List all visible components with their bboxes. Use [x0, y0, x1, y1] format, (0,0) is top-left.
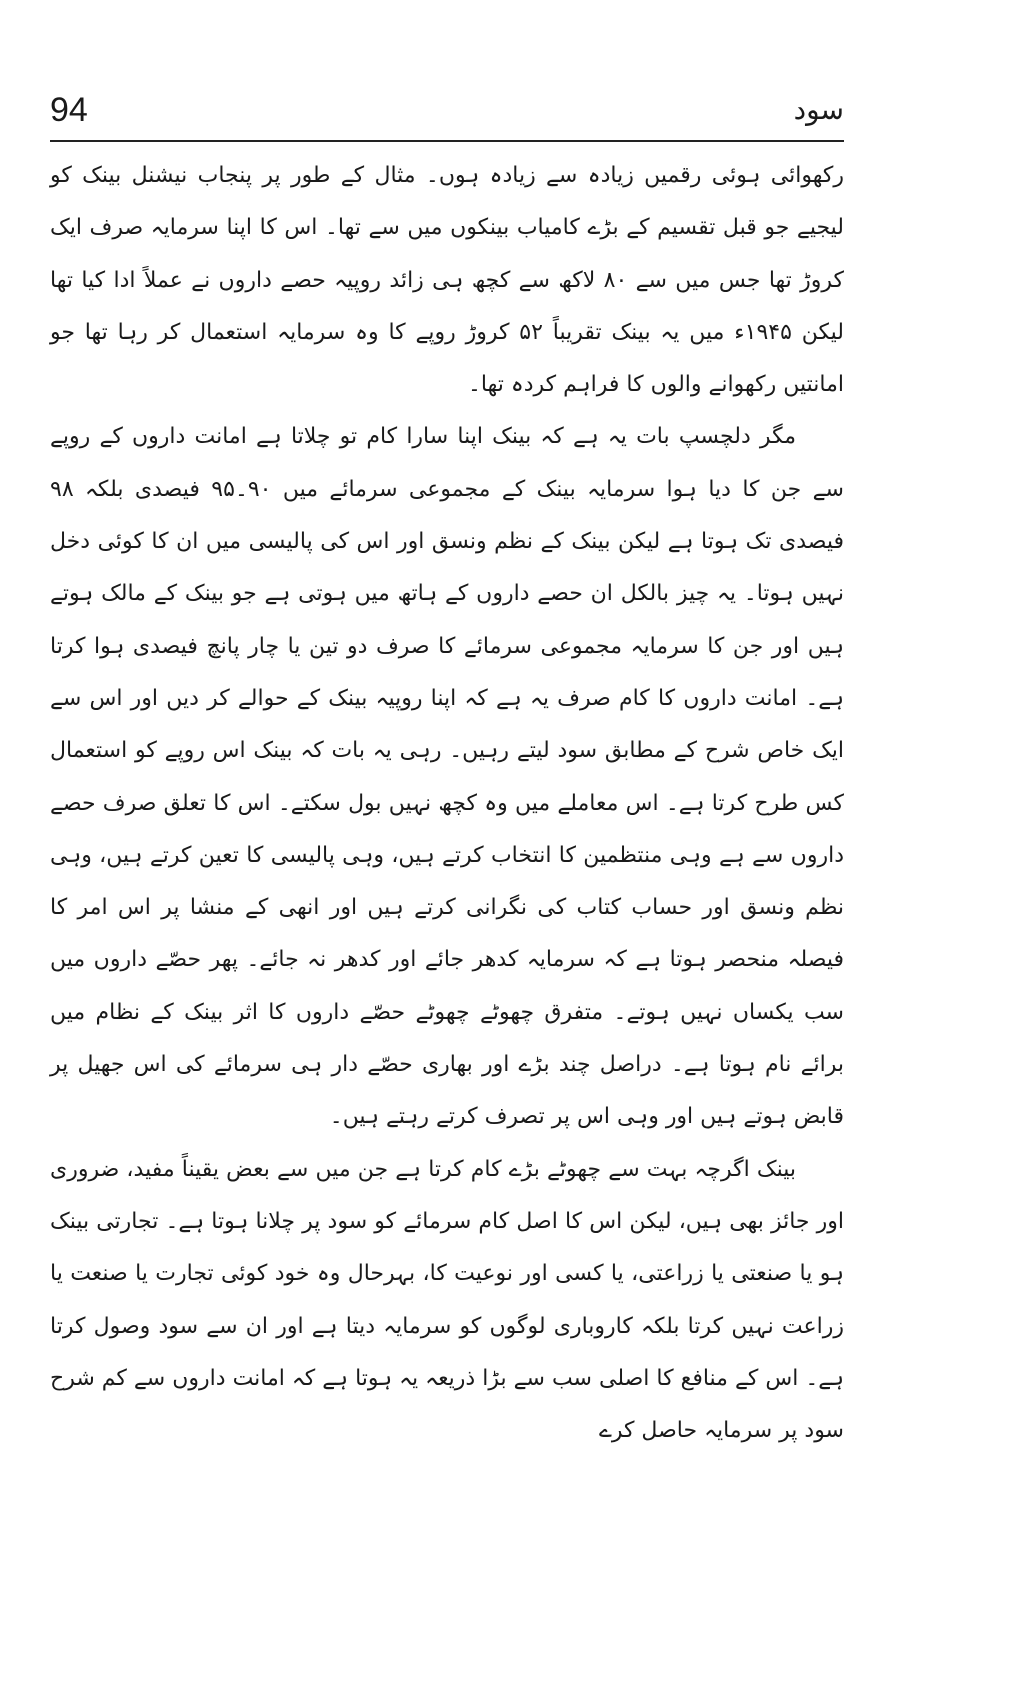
paragraph-3: بینک اگرچہ بہت سے چھوٹے بڑے کام کرتا ہے جن میں سے بعض یقیناً مفید، ضروری اور جائز بھی ہیں، لیکن اس کا اصل کام سرمائے کو سود پر چلانا ہوتا ہے۔ تجارتی بینک ہو یا صنعتی یا زراعتی، یا کسی اور نوعیت کا، بہرحال وہ خود کوئی تجارت یا صنعت یا زراعت نہیں کرتا بلکہ کاروباری لوگوں کو سرمایہ دیتا ہے اور ان سے سود وصول کرتا ہے۔ اس کے منافع کا اصلی سب سے بڑا ذریعہ یہ ہوتا ہے کہ امانت داروں سے کم شرح سود پر سرمایہ حاصل کرے [50, 1156, 844, 1444]
page-header [50, 88, 844, 132]
body-text [50, 150, 844, 1457]
paragraph-1: رکھوائی ہوئی رقمیں زیادہ سے زیادہ ہوں۔ مثال کے طور پر پنجاب نیشنل بینک کو لیجیے جو قبل تقسیم کے بڑے کامیاب بینکوں میں سے تھا۔ اس کا اپنا سرمایہ صرف ایک کروڑ تھا جس میں سے ۸۰ لاکھ سے کچھ ہی زائد روپیہ حصے داروں نے عملاً ادا کیا تھا لیکن ۱۹۴۵ء میں یہ بینک تقریباً ۵۲ کروڑ روپے کا وہ سرمایہ استعمال کر رہا تھا جو امانتیں رکھوانے والوں کا فراہم کردہ تھا۔ [50, 163, 844, 398]
page-number: 94 [50, 91, 88, 129]
paragraph-2: مگر دلچسپ بات یہ ہے کہ بینک اپنا سارا کام تو چلاتا ہے امانت داروں کے روپے سے جن کا دیا ہوا سرمایہ بینک کے مجموعی سرمائے میں ۹۰۔۹۵ فیصدی بلکہ ۹۸ فیصدی تک ہوتا ہے لیکن بینک کے نظم ونسق اور اس کی پالیسی میں ان کا کوئی دخل نہیں ہوتا۔ یہ چیز بالکل ان حصے داروں کے ہاتھ میں ہوتی ہے جو بینک کے مالک ہوتے ہیں اور جن کا سرمایہ مجموعی سرمائے کا صرف دو تین یا چار پانچ فیصدی ہوا کرتا ہے۔ امانت داروں کا کام صرف یہ ہے کہ اپنا روپیہ بینک کے حوالے کر دیں اور اس سے ایک خاص شرح کے مطابق سود لیتے رہیں۔ رہی یہ بات کہ بینک اس روپے کو استعمال کس طرح کرتا ہے۔ اس معاملے میں وہ کچھ نہیں بول سکتے۔ اس کا تعلق صرف حصے داروں سے ہے وہی منتظمین کا انتخاب کرتے ہیں، وہی پالیسی کا تعین کرتے ہیں، وہی نظم ونسق اور حساب کتاب کی نگرانی کرتے ہیں اور انھی کے منشا پر اس امر کا فیصلہ منحصر ہوتا ہے کہ سرمایہ کدھر جائے اور کدھر نہ جائے۔ پھر حصّے داروں میں سب یکساں نہیں ہوتے۔ متفرق چھوٹے چھوٹے حصّے داروں کا اثر بینک کے نظام میں برائے نام ہوتا ہے۔ دراصل چند بڑے اور بھاری حصّے دار ہی سرمائے کی اس جھیل پر قابض ہوتے ہیں اور وہی اس پر تصرف کرتے رہتے ہیں۔ [50, 424, 844, 1130]
header-rule [50, 140, 844, 142]
running-title: سود [793, 93, 844, 126]
